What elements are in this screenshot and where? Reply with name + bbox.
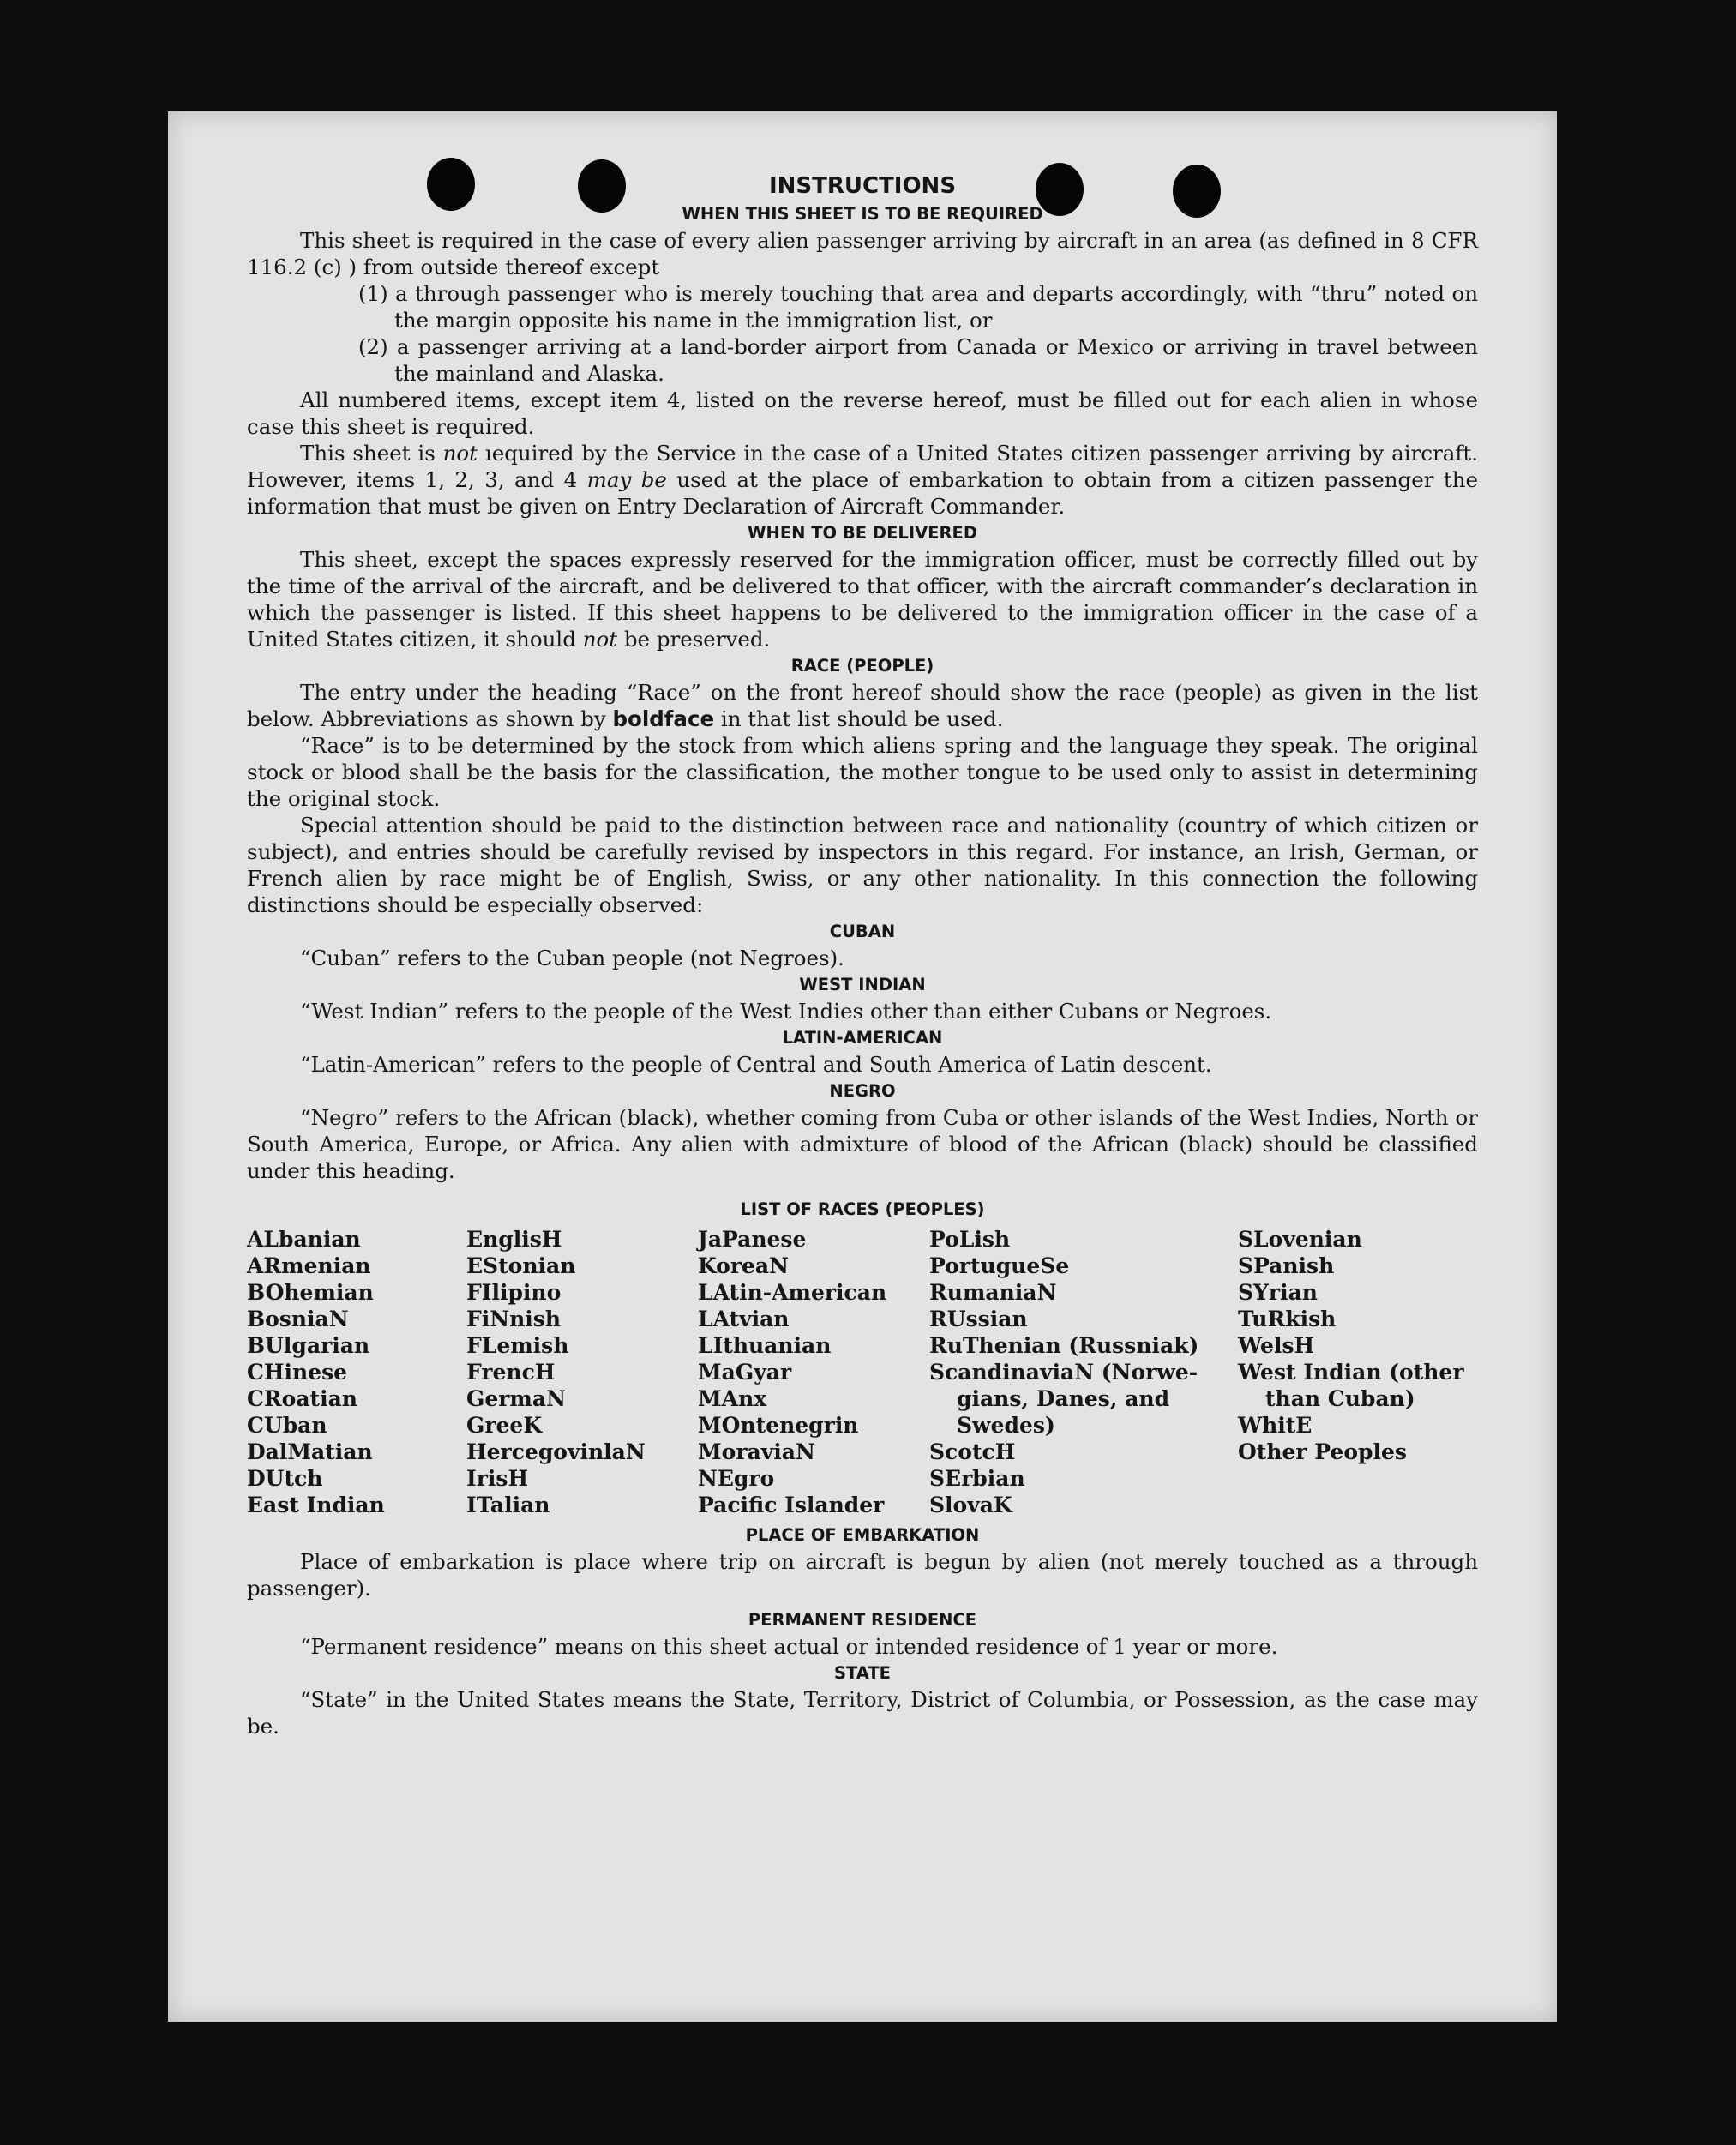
paragraph-west-indian: “West Indian” refers to the people of the West Indies other than either Cubans or Negroes. xyxy=(300,999,1272,1024)
heading-delivered: WHEN TO BE DELIVERED xyxy=(747,523,978,543)
race-item: Pacific Islander xyxy=(698,1493,885,1517)
race-item: FLemish xyxy=(466,1333,569,1358)
race-item: ScandinaviaN (Norwe- xyxy=(929,1360,1198,1385)
exception-item-2: (2) a passenger arriving at a land-border airport from Canada or Mexico or arriving in travel between the mainland and Alaska. xyxy=(358,334,1478,386)
race-item: RumaniaN xyxy=(929,1280,1057,1305)
heading-negro: NEGRO xyxy=(829,1081,896,1101)
race-item: MOntenegrin xyxy=(698,1413,859,1438)
heading-cuban: CUBAN xyxy=(829,922,896,941)
paragraph-latin-american: “Latin-American” refers to the people of Central and South America of Latin descent. xyxy=(300,1052,1212,1077)
heading-race: RACE (PEOPLE) xyxy=(790,656,934,676)
race-item: DalMatian xyxy=(247,1439,373,1464)
exception-item-1: (1) a through passenger who is merely touching that area and departs accordingly, with “thru” noted on the margin opposite his name in the immigration list, or xyxy=(358,281,1478,333)
race-item: BUlgarian xyxy=(247,1333,370,1358)
document-sheet xyxy=(168,111,1557,2022)
paragraph-race-nationality: Special attention should be paid to the distinction between race and nationality (country of which citizen or subject), and entries should be carefully revised by inspectors in this regard. For instance, an Irish, German, or French alien by race might be of English, Swiss, or any other nationality. In this connection the following distinctions should be especially observed: xyxy=(247,813,1478,917)
race-item: CUban xyxy=(247,1413,327,1438)
race-item: CRoatian xyxy=(247,1386,357,1411)
race-item: HercegovinlaN xyxy=(466,1439,646,1464)
race-item: RUssian xyxy=(929,1307,1028,1331)
race-item: RuThenian (Russniak) xyxy=(929,1333,1199,1358)
race-item: West Indian (other xyxy=(1238,1360,1464,1385)
heading-latin-american: LATIN-AMERICAN xyxy=(782,1028,943,1048)
paragraph-citizen: This sheet is not ıequired by the Service in the case of a United States citizen passenger arriving by aircraft. However, items 1, 2, 3, and 4 may be used at the place of embarkation to obtain from a citizen passenger the information that must be given on Entry Declaration of Aircraft Commander. xyxy=(247,441,1478,519)
race-item: SlovaK xyxy=(929,1493,1012,1517)
race-item: WelsH xyxy=(1238,1333,1315,1358)
race-item: ARmenian xyxy=(247,1253,371,1278)
race-item: EnglisH xyxy=(466,1227,562,1252)
race-item: KoreaN xyxy=(698,1253,789,1278)
race-column-3 xyxy=(698,1226,929,1518)
race-item: Other Peoples xyxy=(1238,1439,1407,1464)
race-item: PortugueSe xyxy=(929,1253,1070,1278)
race-item: TuRkish xyxy=(1238,1307,1337,1331)
race-item: GreeK xyxy=(466,1413,543,1438)
race-item: BOhemian xyxy=(247,1280,374,1305)
race-item: MaGyar xyxy=(698,1360,792,1385)
race-item: LAtin-American xyxy=(698,1280,887,1305)
race-item: WhitE xyxy=(1238,1413,1313,1438)
race-item: EStonian xyxy=(466,1253,576,1278)
race-item: GermaN xyxy=(466,1386,566,1411)
race-item: MAnx xyxy=(698,1386,767,1411)
race-item: IrisH xyxy=(466,1466,529,1491)
race-column-4 xyxy=(929,1226,1238,1518)
race-item: MoraviaN xyxy=(698,1439,815,1464)
race-column-5 xyxy=(1238,1226,1478,1518)
paragraph-permanent-residence: “Permanent residence” means on this sheet actual or intended residence of 1 year or more. xyxy=(300,1634,1278,1659)
heading-state: STATE xyxy=(833,1663,892,1683)
paragraph-required: This sheet is required in the case of every alien passenger arriving by aircraft in an area (as defined in 8 CFR 116.2 (c) ) from outside thereof except xyxy=(247,228,1478,279)
race-item: ScotcH xyxy=(929,1439,1016,1464)
heading-list-of-races: LIST OF RACES (PEOPLES) xyxy=(740,1199,985,1219)
race-list xyxy=(247,1226,1478,1518)
instructions-content xyxy=(247,171,1478,1739)
race-item: LAtvian xyxy=(698,1307,790,1331)
race-column-1 xyxy=(247,1226,466,1518)
race-item: FiNnish xyxy=(466,1307,562,1331)
race-item: SPanish xyxy=(1238,1253,1335,1278)
race-item: FIlipino xyxy=(466,1280,562,1305)
race-item: ALbanian xyxy=(247,1227,361,1252)
paragraph-embarkation: Place of embarkation is place where trip on aircraft is begun by alien (not merely touched as a through passenger). xyxy=(247,1549,1478,1601)
race-item: LIthuanian xyxy=(698,1333,832,1358)
paragraph-negro: “Negro” refers to the African (black), whether coming from Cuba or other islands of the West Indies, North or South America, Europe, or Africa. Any alien with admixture of blood of the African (black) should be classified under this heading. xyxy=(247,1105,1478,1183)
page-title: INSTRUCTIONS xyxy=(768,173,957,199)
race-item-continuation: gians, Danes, and xyxy=(957,1386,1170,1411)
paragraph-cuban: “Cuban” refers to the Cuban people (not Negroes). xyxy=(300,946,844,970)
race-item-continuation: Swedes) xyxy=(957,1413,1055,1438)
race-item: DUtch xyxy=(247,1466,323,1491)
race-item: BosniaN xyxy=(247,1307,349,1331)
paragraph-delivered: This sheet, except the spaces expressly reserved for the immigration officer, must be correctly filled out by the time of the arrival of the aircraft, and be delivered to that officer, with the aircraft commander’s declaration in which the passenger is listed. If this sheet happens to be delivered to the immigration officer in the case of a United States citizen, it should not be preserved. xyxy=(247,547,1478,652)
race-item: SLovenian xyxy=(1238,1227,1362,1252)
paragraph-numbered-items: All numbered items, except item 4, listed on the reverse hereof, must be filled out for each alien in whose case this sheet is required. xyxy=(247,388,1478,439)
paragraph-race-definition: “Race” is to be determined by the stock from which aliens spring and the language they speak. The original stock or blood shall be the basis for the classification, the mother tongue to be used only to assist in determining the original stock. xyxy=(247,733,1478,811)
heading-west-indian: WEST INDIAN xyxy=(799,975,926,994)
race-item: FrencH xyxy=(466,1360,556,1385)
heading-embarkation: PLACE OF EMBARKATION xyxy=(745,1525,980,1545)
heading-required: WHEN THIS SHEET IS TO BE REQUIRED xyxy=(682,204,1043,224)
paragraph-state: “State” in the United States means the State, Territory, District of Columbia, or Possession, as the case may be. xyxy=(247,1687,1478,1739)
race-item: NEgro xyxy=(698,1466,775,1491)
race-item: CHinese xyxy=(247,1360,348,1385)
race-item: East Indian xyxy=(247,1493,385,1517)
race-column-2 xyxy=(466,1226,698,1518)
race-item: SYrian xyxy=(1238,1280,1318,1305)
race-item: SErbian xyxy=(929,1466,1025,1491)
race-item: PoLish xyxy=(929,1227,1011,1252)
paragraph-race-entry: The entry under the heading “Race” on the front hereof should show the race (people) as given in the list below. Abbreviations as shown by boldface in that list should be used. xyxy=(247,680,1478,731)
race-item: JaPanese xyxy=(698,1227,807,1252)
race-item-continuation: than Cuban) xyxy=(1265,1386,1415,1411)
race-item: ITalian xyxy=(466,1493,550,1517)
heading-permanent-residence: PERMANENT RESIDENCE xyxy=(748,1610,977,1630)
